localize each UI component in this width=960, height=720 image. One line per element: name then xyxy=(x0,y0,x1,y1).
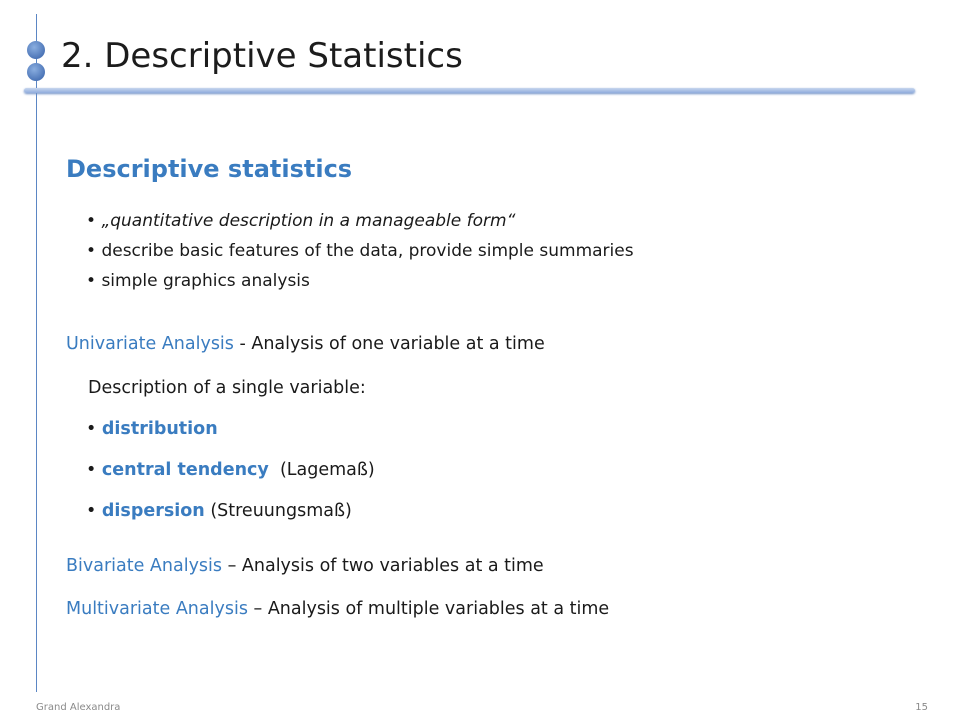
item-dispersion-note: (Streuungsmaß) xyxy=(204,501,352,521)
item-central-tendency xyxy=(86,460,375,480)
item-distribution xyxy=(86,419,218,439)
univariate-intro: Description of a single variable: xyxy=(88,378,366,398)
item-dispersion xyxy=(86,501,352,521)
intro-bullet-list xyxy=(86,206,634,296)
bullet-describe: • describe basic features of the data, provide simple summaries xyxy=(86,236,634,266)
footer-author: Grand Alexandra xyxy=(36,702,121,713)
univariate-line xyxy=(66,334,545,354)
left-rule-line xyxy=(36,14,37,692)
bivariate-text: – Analysis of two variables at a time xyxy=(222,556,544,576)
bullet-quote: • „quantitative description in a manageable form“ xyxy=(86,206,634,236)
item-central-tendency-term: central tendency xyxy=(101,460,269,480)
bullet-graphics: • simple graphics analysis xyxy=(86,266,634,296)
item-distribution-term: distribution xyxy=(101,419,218,439)
slide-title: 2. Descriptive Statistics xyxy=(61,36,463,76)
multivariate-text: – Analysis of multiple variables at a time xyxy=(247,599,610,619)
bivariate-label: Bivariate Analysis xyxy=(66,556,223,576)
footer-page-number: 15 xyxy=(915,702,928,713)
decorative-dot-top xyxy=(27,41,45,59)
multivariate-label: Multivariate Analysis xyxy=(66,599,248,619)
bivariate-line xyxy=(66,556,544,576)
item-dispersion-term: dispersion xyxy=(101,501,205,521)
title-underline-bar xyxy=(24,88,915,93)
section-heading: Descriptive statistics xyxy=(66,155,353,183)
univariate-label: Univariate Analysis xyxy=(66,334,234,354)
multivariate-line xyxy=(66,599,609,619)
item-central-tendency-note: (Lagemaß) xyxy=(268,460,375,480)
decorative-dot-bottom xyxy=(27,63,45,81)
univariate-text: - Analysis of one variable at a time xyxy=(233,334,545,354)
